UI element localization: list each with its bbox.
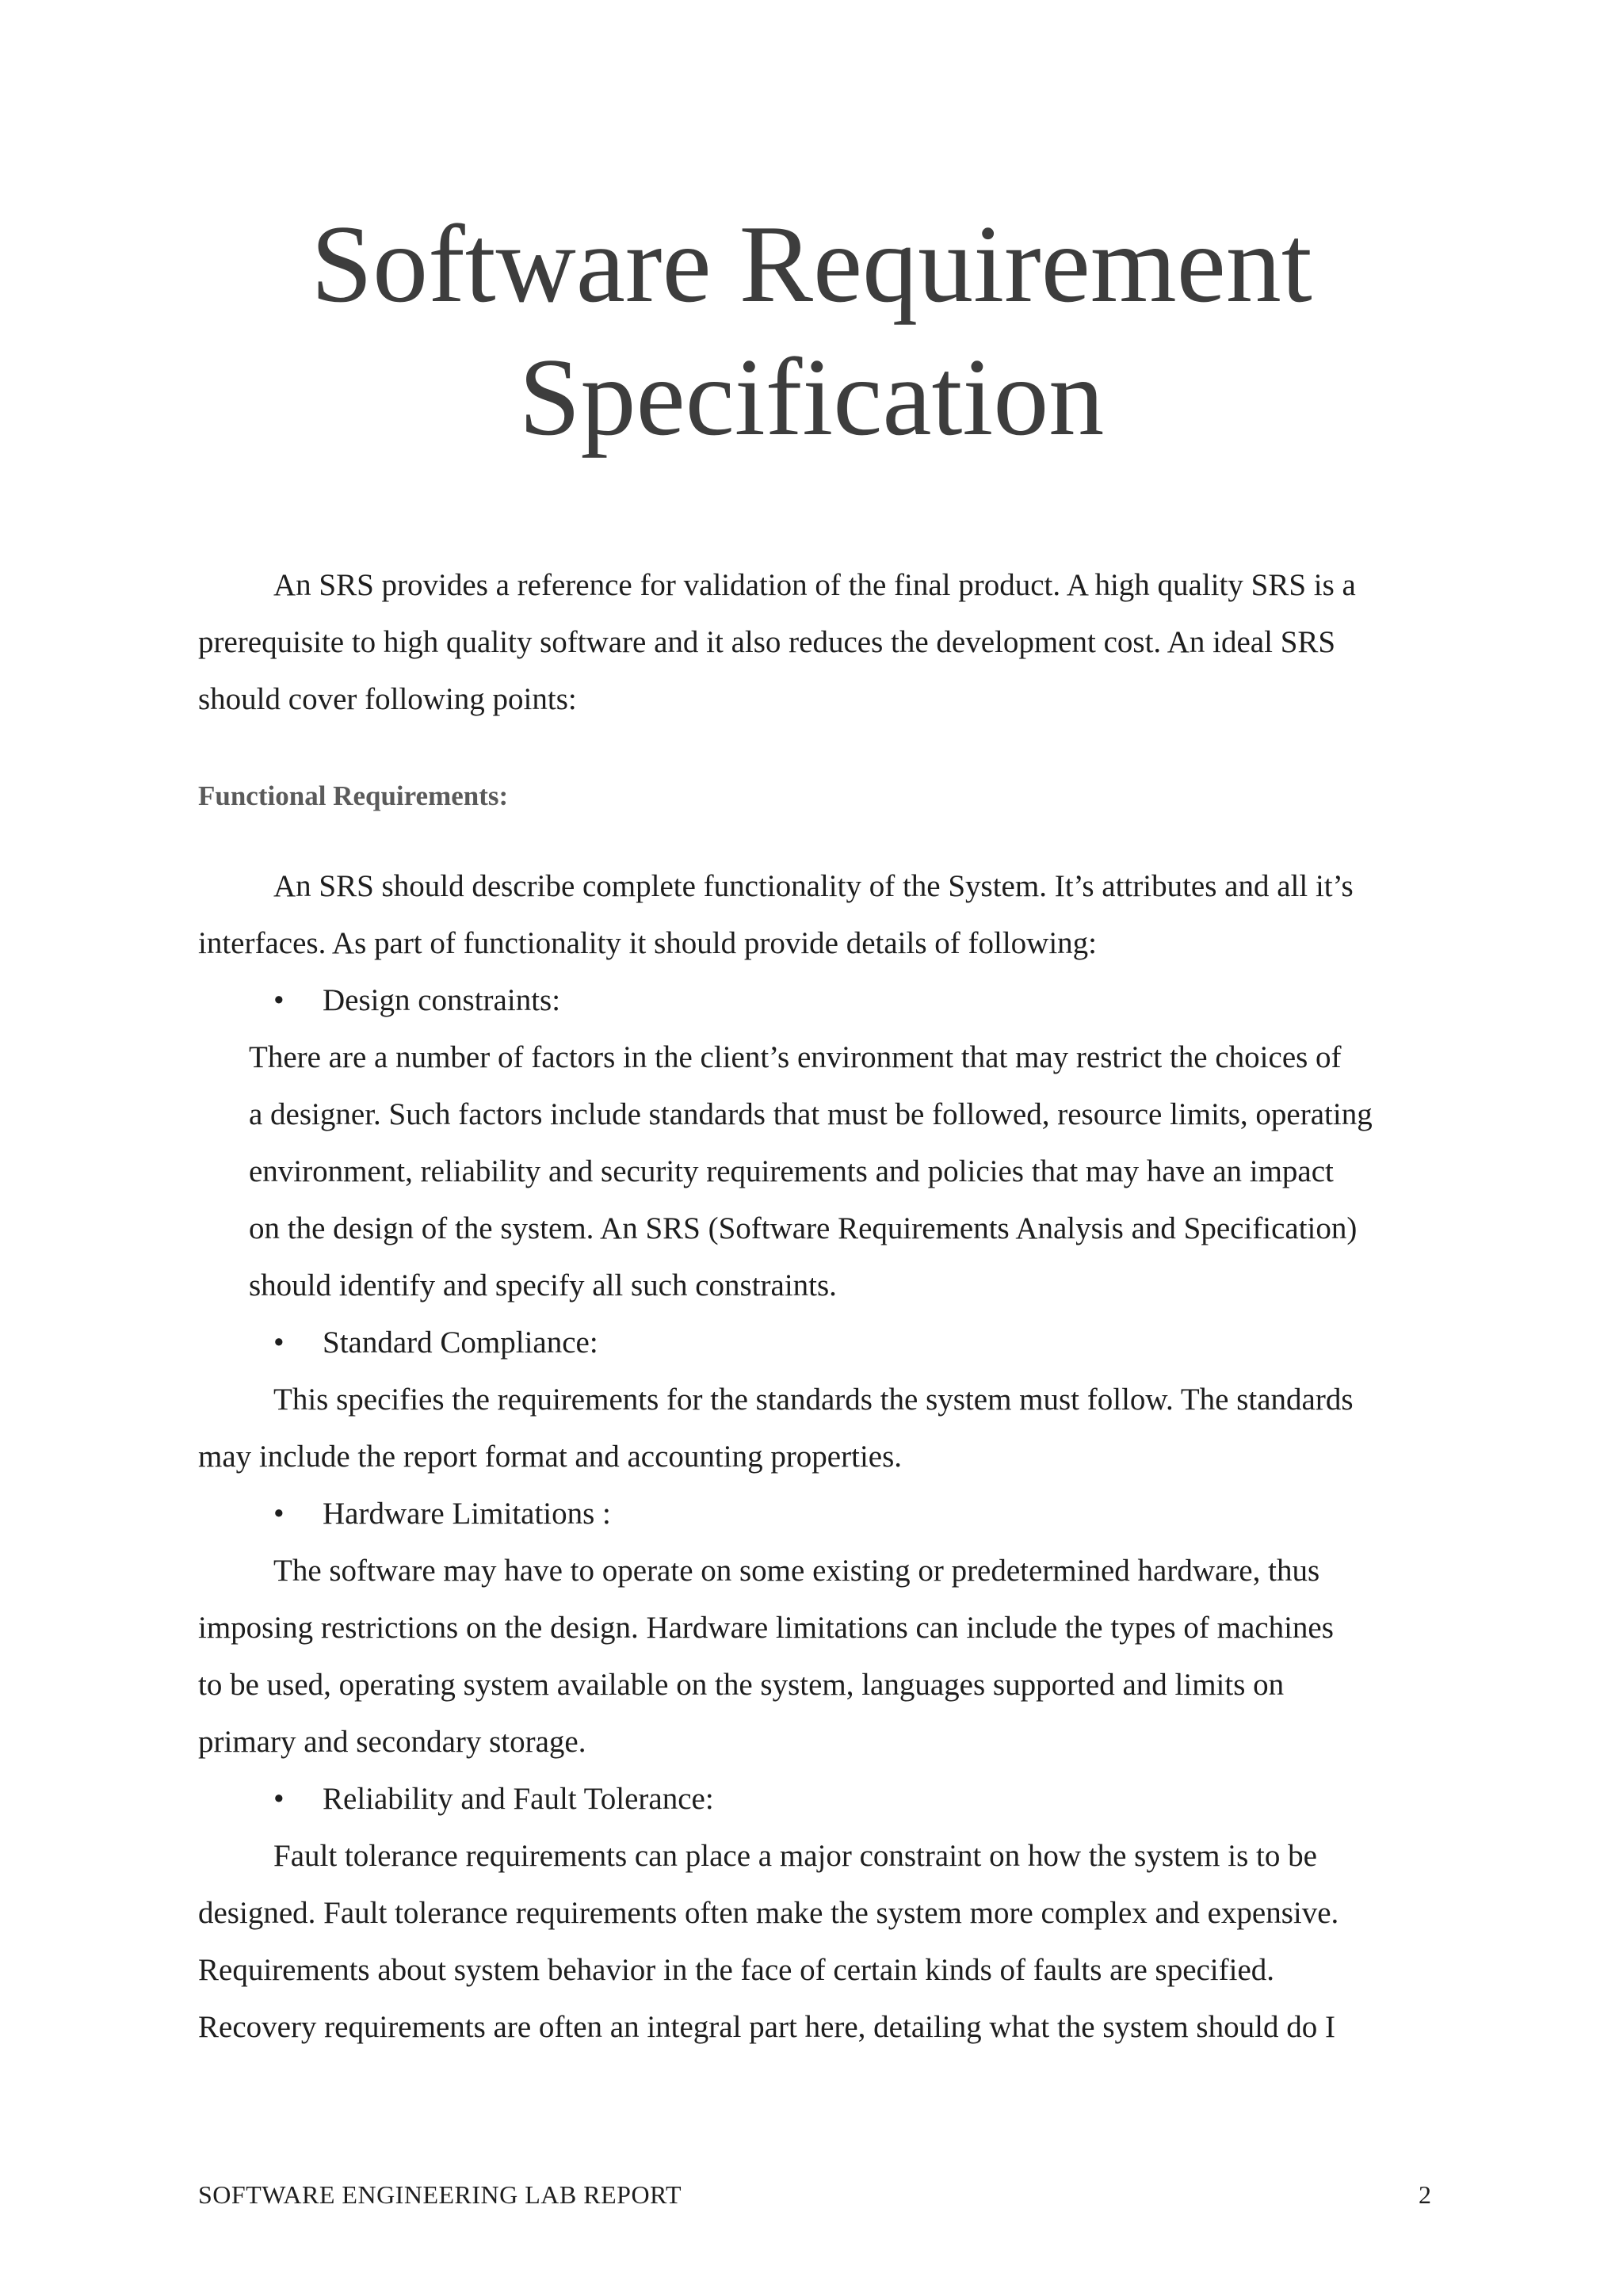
intro-paragraph [198, 557, 1442, 728]
bullet-glyph: • [273, 1782, 285, 1816]
bullet-text-line: designed. Fault tolerance requirements often make the system more complex and expensive. [198, 1896, 1339, 1930]
bullet-label: Reliability and Fault Tolerance: [323, 1782, 714, 1816]
bullet-item [198, 1314, 1442, 1371]
title-line-1: Software Requirement [311, 203, 1312, 326]
bullet-glyph: • [273, 1497, 285, 1531]
intro-line: An SRS provides a reference for validation of the final product. A high quality SRS is a [273, 568, 1356, 602]
bullet-item [198, 1486, 1442, 1543]
bullet-text-line: Requirements about system behavior in the face of certain kinds of faults are specified. [198, 1953, 1275, 1987]
bullet-text-line: primary and secondary storage. [198, 1725, 586, 1759]
bullet-text-line: Recovery requirements are often an integral part here, detailing what the system should do I [198, 2010, 1335, 2044]
bullet-text-line: a designer. Such factors include standards that must be followed, resource limits, operating [249, 1097, 1373, 1131]
bullet-text-line: Fault tolerance requirements can place a major constraint on how the system is to be [273, 1839, 1317, 1873]
page-title [0, 198, 1623, 464]
section-heading: Functional Requirements: [198, 780, 509, 811]
bullet-label: Hardware Limitations : [323, 1497, 611, 1531]
bullet-text-line: There are a number of factors in the client’s environment that may restrict the choices of [249, 1040, 1342, 1074]
bullet-text-line: on the design of the system. An SRS (Software Requirements Analysis and Specification) [249, 1211, 1358, 1245]
bullet-text-line: imposing restrictions on the design. Hardware limitations can include the types of machines [198, 1611, 1334, 1645]
bullet-label: Design constraints: [323, 983, 561, 1017]
bullet-text-line: may include the report format and accounting properties. [198, 1440, 903, 1474]
bullet-item [198, 1771, 1442, 1828]
bullet-glyph: • [273, 983, 285, 1017]
intro-line: should cover following points: [198, 682, 577, 716]
bullet-text-line: The software may have to operate on some existing or predetermined hardware, thus [273, 1554, 1320, 1588]
bullet-glyph: • [273, 1325, 285, 1360]
section-body [198, 858, 1442, 2056]
bullet-text-line: This specifies the requirements for the standards the system must follow. The standards [273, 1383, 1354, 1417]
section-intro-line: An SRS should describe complete functionality of the System. It’s attributes and all it’s [273, 869, 1354, 903]
bullet-text-line: environment, reliability and security requirements and policies that may have an impact [249, 1154, 1334, 1188]
section-intro-line: interfaces. As part of functionality it should provide details of following: [198, 926, 1098, 960]
bullet-label: Standard Compliance: [323, 1325, 598, 1360]
intro-line: prerequisite to high quality software and it also reduces the development cost. An ideal SRS [198, 625, 1336, 659]
bullet-text-line: should identify and specify all such constraints. [249, 1268, 837, 1302]
bullet-text-line: to be used, operating system available on the system, languages supported and limits on [198, 1668, 1285, 1702]
footer-report-title: SOFTWARE ENGINEERING LAB REPORT [198, 2180, 682, 2209]
page-number: 2 [1419, 2180, 1431, 2209]
bullet-item [198, 972, 1442, 1029]
title-line-2: Specification [518, 336, 1105, 459]
